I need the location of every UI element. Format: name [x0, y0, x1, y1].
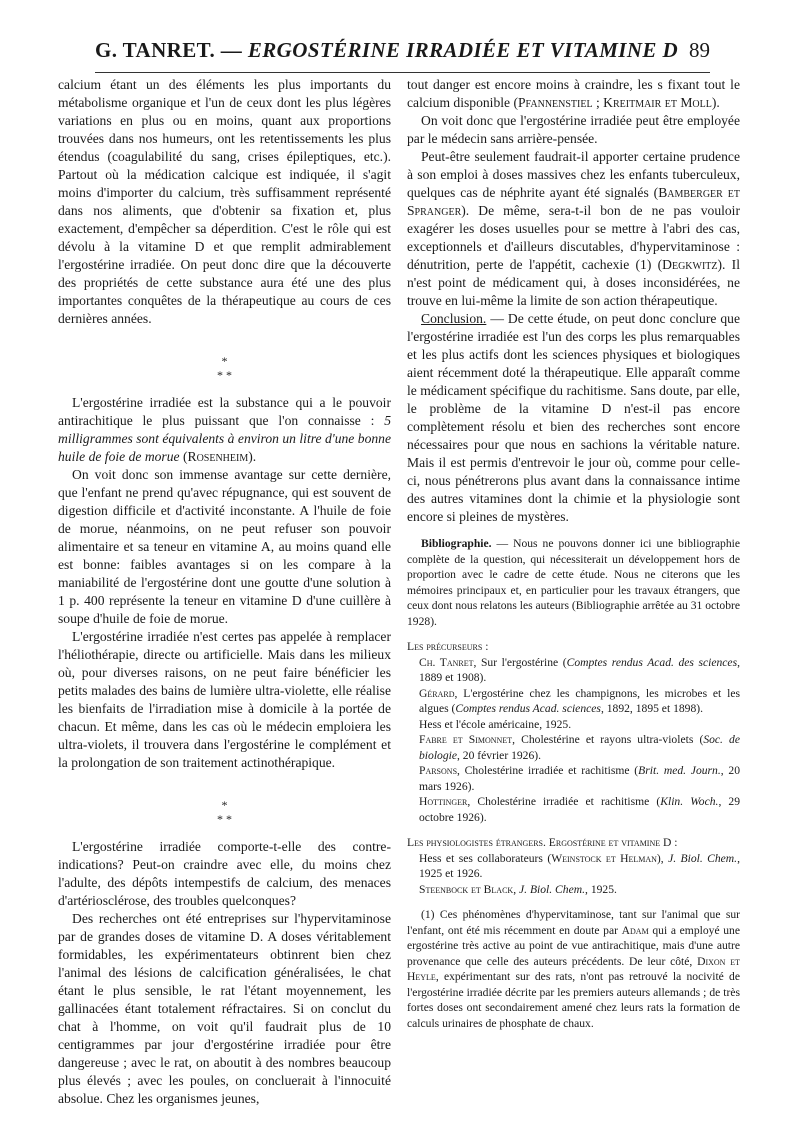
text: Peut-être seulement faudrait-il apporter certaine prudence à son emploi à doses massives chez les enfants tuberculeux, quelques cas de néphrite ayant été signalés (: [407, 149, 740, 200]
footnote: [407, 907, 740, 1031]
citation: Degkwitz: [662, 257, 718, 272]
emphasis: 5 milligrammes sont équivalents à environ un litre d'une bonne huile de foie de morue: [58, 413, 391, 464]
citation: Rosenheim: [187, 449, 249, 464]
reference-item: [407, 732, 740, 763]
reference-item: [407, 655, 740, 686]
text: ),: [656, 851, 669, 865]
text: , Cholestérine et rayons ultra-violets (: [512, 733, 704, 746]
bibliography-label: Bibliographie.: [421, 537, 492, 550]
header-article-title: ERGOSTÉRINE IRRADIÉE ET VITAMINE D: [247, 38, 679, 62]
text: , 20 mars 1926).: [419, 764, 740, 793]
reference-item: Hess et l'école américaine, 1925.: [419, 717, 572, 731]
ref-journal: Klin. Woch.: [660, 795, 719, 808]
paragraph: L'ergostérine irradiée n'est certes pas appelée à remplacer l'héliothérapie, directe ou artificielle. Mais dans les milieux où, pour diverses raisons, on ne peut faire bénéficier les petits malades des bains de lumière ultra-violette, elle réalise les bienfaits de l'irradiation mise à domicile à la portée de chacun. Et même, dans les cas où le médecin emploiera les ultra-violets, il trouvera dans l'ergostérine le complément et la prolongation de son traitement actinothérapique.: [58, 629, 391, 770]
bibliography-intro: [407, 536, 740, 629]
conclusion-label: Conclusion.: [421, 311, 487, 326]
header-title: [95, 38, 678, 63]
text: tout danger est encore moins à craindre, les s fixant tout le calcium disponible (: [407, 77, 740, 110]
header-author: G. TANRET.: [95, 38, 216, 62]
spacer: [407, 825, 740, 835]
reference-item: [407, 686, 740, 717]
text: — De cette étude, on peut donc conclure que l'ergostérine irradiée est l'un des corps les plus remarquables et les plus actifs dont les sciences physiques et biologiques aient récemment doté la thérapeutique. Elle apparaît comme le médicament spécifique du rachitisme. Sans doute, par elle, le problème de la vitamine D n'est-il pas encore complètement résolu et bien des recherches sont encore nécessaires pour que nous en sachions la véritable nature. Mais il est permis d'entrevoir le jour où, comme pour celle-ci, nous pénétrerons plus avant dans la connaissance intime des autres vitamines dont la chimie et la physiologie sont encore si pleines de mystères.: [407, 311, 740, 524]
text: ,: [513, 882, 519, 896]
text: , expérimentant sur des rats, n'ont pas retrouvé la nocivité de l'ergostérine irradiée décrite par les premiers auteurs allemands ; de très fortes doses ont secondairement amené chez leurs rats la formation de calculs urinaires de phosphate de chaux.: [407, 970, 740, 1030]
text: , 20 février 1926).: [457, 748, 542, 762]
ref-author: Steenbock et Black: [419, 882, 514, 896]
paragraph: calcium étant un des éléments les plus importants du métabolisme organique et l'un de ceux dont les plus légères variations en plus ou en moins, quant aux proportions trouvées dans nos humeurs, ont les retentissements les plus étendus (coagulabilité du sang, crises épileptiques, etc.). Partout où la médication calcique est indiquée, il s'agit moins d'importer du calcium, très suffisamment représenté dans nos aliments, que d'obtenir sa fixation et, plus exactement, d'empêcher sa déperdition. C'est le rôle qui est dévolu à la vitamine D et que remplit admirablement l'ergostérine irradiée. On peut donc dire que la découverte des propriétés de cette substance aura été une des plus importantes conquêtes de la thérapeutique au cours de ces dernières années.: [58, 77, 391, 326]
text: L'ergostérine irradiée est la substance qui a le pouvoir antirachitique le plus puissant que l'on connaisse :: [58, 395, 391, 428]
conclusion-paragraph: [407, 310, 740, 526]
reference-item: [407, 851, 740, 882]
citation: Adam: [621, 923, 649, 937]
ref-author: Parsons: [419, 764, 458, 777]
paragraph: [407, 148, 740, 310]
separator-stars: * *: [217, 368, 232, 382]
text: , Cholestérine irradiée et rachitisme (: [467, 795, 661, 808]
text: , 29 octobre 1926).: [419, 795, 741, 824]
citation: Pfannenstiel ; Kreitmair et Moll: [518, 95, 712, 110]
text: ).: [711, 95, 720, 110]
text: (1) Ces phénomènes d'hypervitaminose, tant sur l'animal que sur l'enfant, ont été mis récemment en doute par: [407, 908, 740, 937]
left-column: [58, 76, 391, 1108]
paragraph: [407, 76, 740, 112]
text: ). Il n'est point de médicament qui, à doses inconsidérées, ne trouve en lui-même la limite de son action thérapeutique.: [407, 257, 740, 308]
ref-journal: Brit. med. Journ.: [638, 764, 721, 777]
section-separator: [58, 354, 391, 382]
ref-author: Fabre et Simonnet: [419, 733, 513, 746]
spacer: [407, 897, 740, 907]
text: , 1925.: [585, 882, 617, 896]
right-column: [407, 76, 740, 1031]
page-number: 89: [689, 38, 710, 62]
paragraph: On voit donc que l'ergostérine irradiée peut être employée par le médecin sans arrière-pensée.: [407, 113, 740, 146]
bibliography-heading: Les physiologistes étrangers. Ergostérine et vitamine D :: [407, 836, 678, 849]
reference-item: [407, 763, 740, 794]
citation: Bamberger et Spranger: [407, 185, 740, 218]
text: , 1892, 1895 et 1898).: [600, 702, 704, 715]
separator-stars: * *: [217, 812, 232, 826]
text: , Cholestérine irradiée et rachitisme (: [457, 764, 639, 777]
spacer: [407, 629, 740, 639]
paragraph: [58, 394, 391, 466]
reference-item: [407, 882, 740, 898]
ref-author: Hottinger: [419, 795, 468, 808]
ref-journal: Soc. de biologie: [419, 733, 741, 762]
text: ). De même, sera-t-il bon de ne pas vouloir exagérer les doses usuelles pour se mettre à l'abri des cas, exceptionnels et d'ailleurs discutables, d'hypervitaminose : dénutrition, perte de l'appétit, cachexie (1) (: [407, 203, 740, 272]
text: Hess et ses collaborateurs (: [419, 851, 552, 865]
section-separator: [58, 798, 391, 826]
paragraph: Des recherches ont été entreprises sur l'hypervitaminose par de grandes doses de vitamine D. A doses véritablement formidables, les expérimentateurs obtinrent bien chez l'animal des lésions de calcification généralisées, le chat étant le plus sensible, le rat l'étant moyennement, les gallinacées étant totalement réfractaires. Si on conclut du chat à l'homme, on voit qu'il faudrait plus de 10 centigrammes par jour d'ergostérine irradiée pour être dangereuse ; avec le rat, on aboutit à des nombres beaucoup plus élevés ; avec les poules, on concluerait à l'innocuité absolue. Chez les organismes jeunes,: [58, 911, 391, 1106]
paragraph: On voit donc son immense avantage sur cette dernière, que l'enfant ne prend qu'avec répugnance, qui est souvent de digestion difficile et d'activité inconstante. A l'huile de foie de morue, néanmoins, on ne peut refuser son pouvoir alimentaire et sa teneur en vitamine A, au moins quand elle est bonne: faibles avantages si on les compare à la maniabilité de l'ergostérine dont une goutte d'une solution à 1 p. 400 représente la teneur en vitamine D d'une cuillère à soupe d'huile de foie de morue.: [58, 467, 391, 626]
text: , Sur l'ergostérine (: [473, 655, 567, 669]
ref-journal: Comptes rendus Acad. des sciences: [566, 655, 738, 669]
text: qui a employé une ergostérine très active au point de vue antirachitique, mais d'une autre provenance que celle des auteurs précédents. De leur côté,: [407, 923, 740, 968]
ref-journal: J. Biol. Chem.: [668, 851, 738, 865]
ref-author: Gérard: [419, 686, 455, 700]
text: , L'ergostérine chez les champignons, les microbes et les algues (: [419, 686, 740, 715]
ref-journal: J. Biol. Chem.: [519, 882, 586, 896]
text: , 1925 et 1926.: [419, 851, 740, 880]
bibliography-heading: Les précurseurs :: [407, 640, 489, 653]
header-dash: —: [220, 38, 243, 62]
text: , 1889 et 1908).: [419, 655, 740, 684]
running-header: [95, 38, 710, 73]
ref-journal: Comptes rendus Acad. sciences: [455, 702, 601, 715]
ref-author: Weinstock et Helman: [551, 851, 657, 865]
separator-star-top: *: [221, 354, 228, 368]
spacer: [407, 526, 740, 536]
text: — Nous ne pouvons donner ici une bibliographie complète de la question, qui nécessiterait un développement hors de proportion avec le cadre de cette étude. Nous ne citerons que les mémoires principaux et, en particulier pour les travaux étrangers, que ceux dont nous relatons les auteurs (Bibliographie arrêtée au 31 octobre 1928).: [407, 537, 740, 628]
text: (: [179, 449, 188, 464]
text: ).: [248, 449, 257, 464]
citation: Dixon et Heyle: [407, 954, 740, 983]
separator-star-top: *: [221, 798, 228, 812]
ref-author: Ch. Tanret: [419, 655, 474, 669]
paragraph: L'ergostérine irradiée comporte-t-elle des contre-indications? Peut-on craindre avec elle, du moins chez l'adulte, des dépôts intempestifs de calcium, des menaces d'artériosclérose, des troubles quelconques?: [58, 839, 391, 908]
reference-item: [407, 794, 740, 825]
